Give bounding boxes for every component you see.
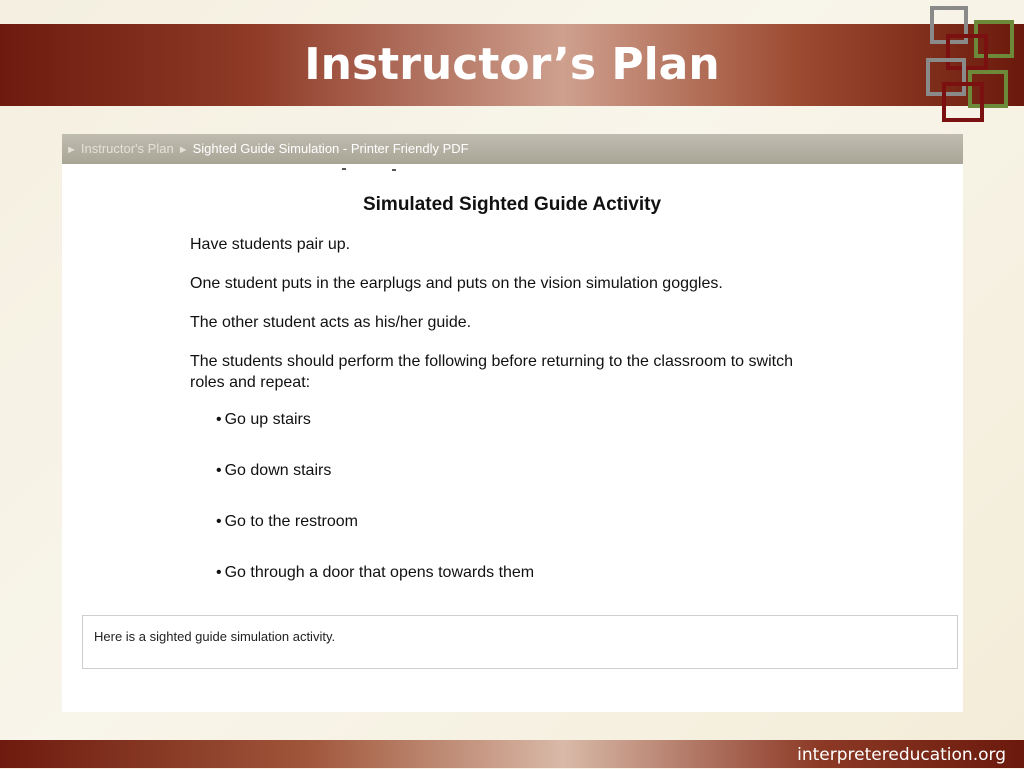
instruction-paragraph: Have students pair up. [190,236,351,253]
document-screenshot [62,134,963,712]
list-item-text: Go to the restroom [224,513,358,530]
breadcrumb-arrow-icon: ► [66,144,77,156]
bullet-icon: • [216,564,222,581]
slide-title: Instructor’s Plan [304,39,720,90]
breadcrumb-arrow-icon: ► [177,144,189,156]
document-heading: Simulated Sighted Guide Activity [362,194,662,215]
breadcrumb-item-instructors-plan[interactable]: Instructor's Plan [80,141,174,156]
list-item [216,511,830,562]
list-item [216,409,830,460]
list-item-text: Go down stairs [224,462,332,479]
caption-box [82,615,958,669]
logo-icon [924,4,1022,126]
cropped-text-fragment [342,168,402,172]
list-item [216,562,830,613]
bullet-icon: • [216,411,222,428]
list-item [216,460,830,511]
instruction-paragraph: One student puts in the earplugs and puts on the vision simulation goggles. [190,275,723,292]
footer-url: interpretereducation.org [797,745,1006,765]
document-body [190,234,830,613]
list-item-text: Go through a door that opens towards them [224,564,535,581]
instruction-paragraph: The students should perform the following before returning to the classroom to switch roles and repeat: [190,353,793,391]
instruction-paragraph: The other student acts as his/her guide. [190,314,472,331]
list-item-text: Go up stairs [224,411,311,428]
bullet-icon: • [216,513,222,530]
bullet-icon: • [216,462,222,479]
breadcrumb-item-current[interactable]: Sighted Guide Simulation - Printer Friendly PDF [192,141,469,156]
caption-text: Here is a sighted guide simulation activity. [94,629,336,644]
breadcrumb [62,134,963,164]
activity-list [190,409,830,613]
